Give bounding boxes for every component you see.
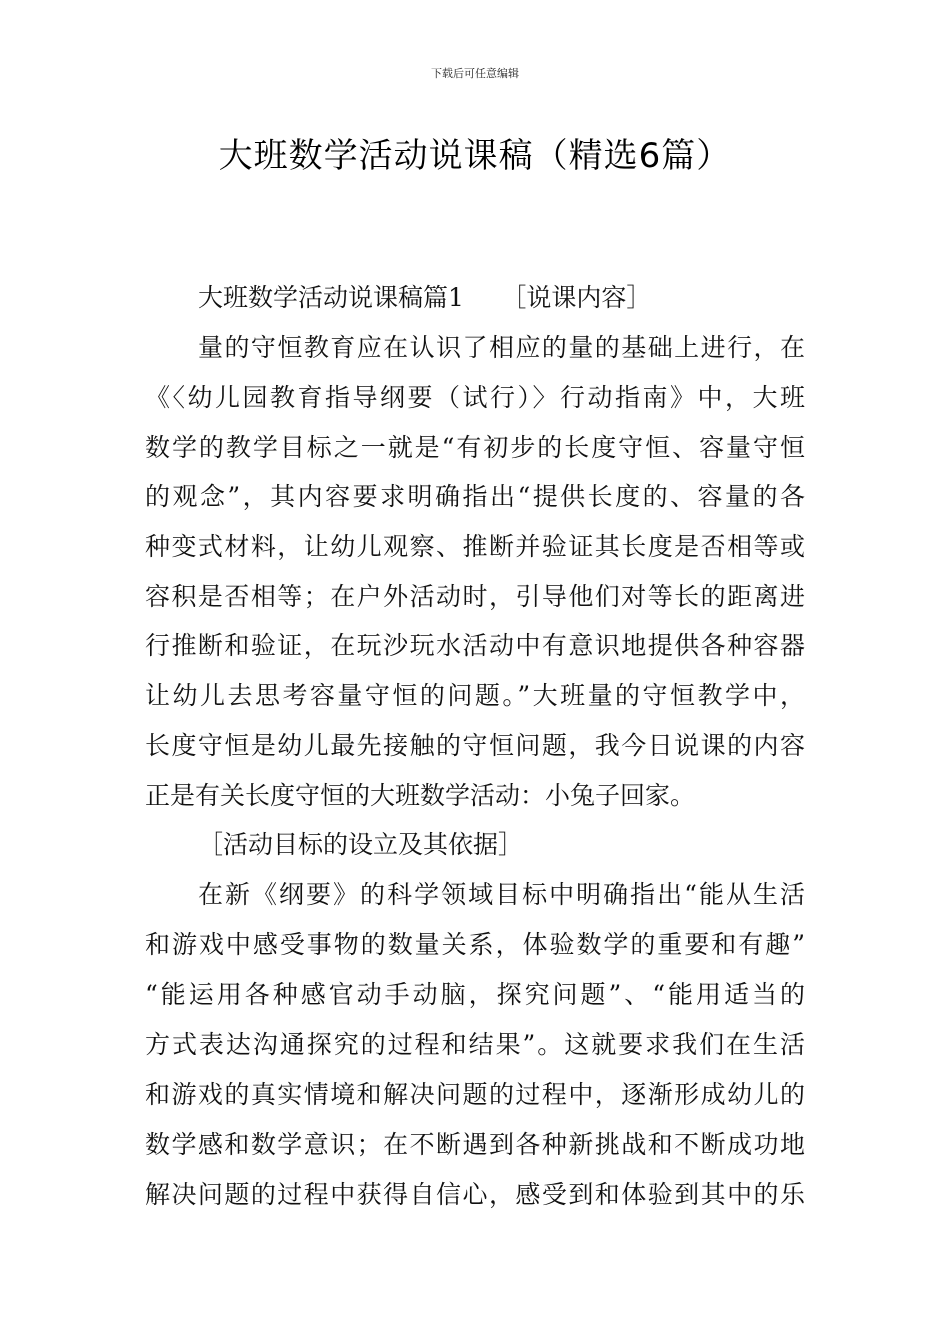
paragraph-line: 种变式材料，让幼儿观察、推断并验证其长度是否相等或	[145, 532, 805, 561]
paragraph-line: 让幼儿去思考容量守恒的问题。”大班量的守恒教学中，	[145, 681, 805, 710]
section-heading: 大班数学活动说课稿篇1 ［说课内容］	[198, 283, 652, 312]
document-title: 大班数学活动说课稿（精选6篇）	[218, 136, 732, 176]
paragraph-line: 量的守恒教育应在认识了相应的量的基础上进行，在	[198, 333, 805, 362]
header-note: 下载后可任意编辑	[431, 67, 519, 80]
section-heading: ［活动目标的设立及其依据］	[198, 830, 524, 859]
paragraph-line: 容积是否相等；在户外活动时，引导他们对等长的距离进	[145, 582, 805, 611]
paragraph-line: 方式表达沟通探究的过程和结果”。这就要求我们在生活	[145, 1030, 805, 1059]
paragraph-line: 数学的教学目标之一就是“有初步的长度守恒、容量守恒	[145, 433, 805, 462]
paragraph-line: “能运用各种感官动手动脑，探究问题”、“能用适当的	[145, 980, 805, 1009]
paragraph-line: 正是有关长度守恒的大班数学活动：小兔子回家。	[145, 781, 696, 810]
paragraph-line: 《〈幼儿园教育指导纲要（试行）〉行动指南》中，大班	[145, 383, 805, 412]
paragraph-line: 在新《纲要》的科学领域目标中明确指出“能从生活	[198, 880, 805, 909]
paragraph-line: 和游戏的真实情境和解决问题的过程中，逐渐形成幼儿的	[145, 1080, 805, 1109]
paragraph-line: 的观念”，其内容要求明确指出“提供长度的、容量的各	[145, 482, 805, 511]
paragraph-line: 和游戏中感受事物的数量关系，体验数学的重要和有趣”	[145, 930, 805, 959]
paragraph-line: 解决问题的过程中获得自信心，感受到和体验到其中的乐	[145, 1180, 805, 1209]
paragraph-line: 行推断和验证，在玩沙玩水活动中有意识地提供各种容器	[145, 631, 805, 660]
paragraph-line: 数学感和数学意识；在不断遇到各种新挑战和不断成功地	[145, 1130, 805, 1159]
paragraph-line: 长度守恒是幼儿最先接触的守恒问题，我今日说课的内容	[145, 731, 805, 760]
